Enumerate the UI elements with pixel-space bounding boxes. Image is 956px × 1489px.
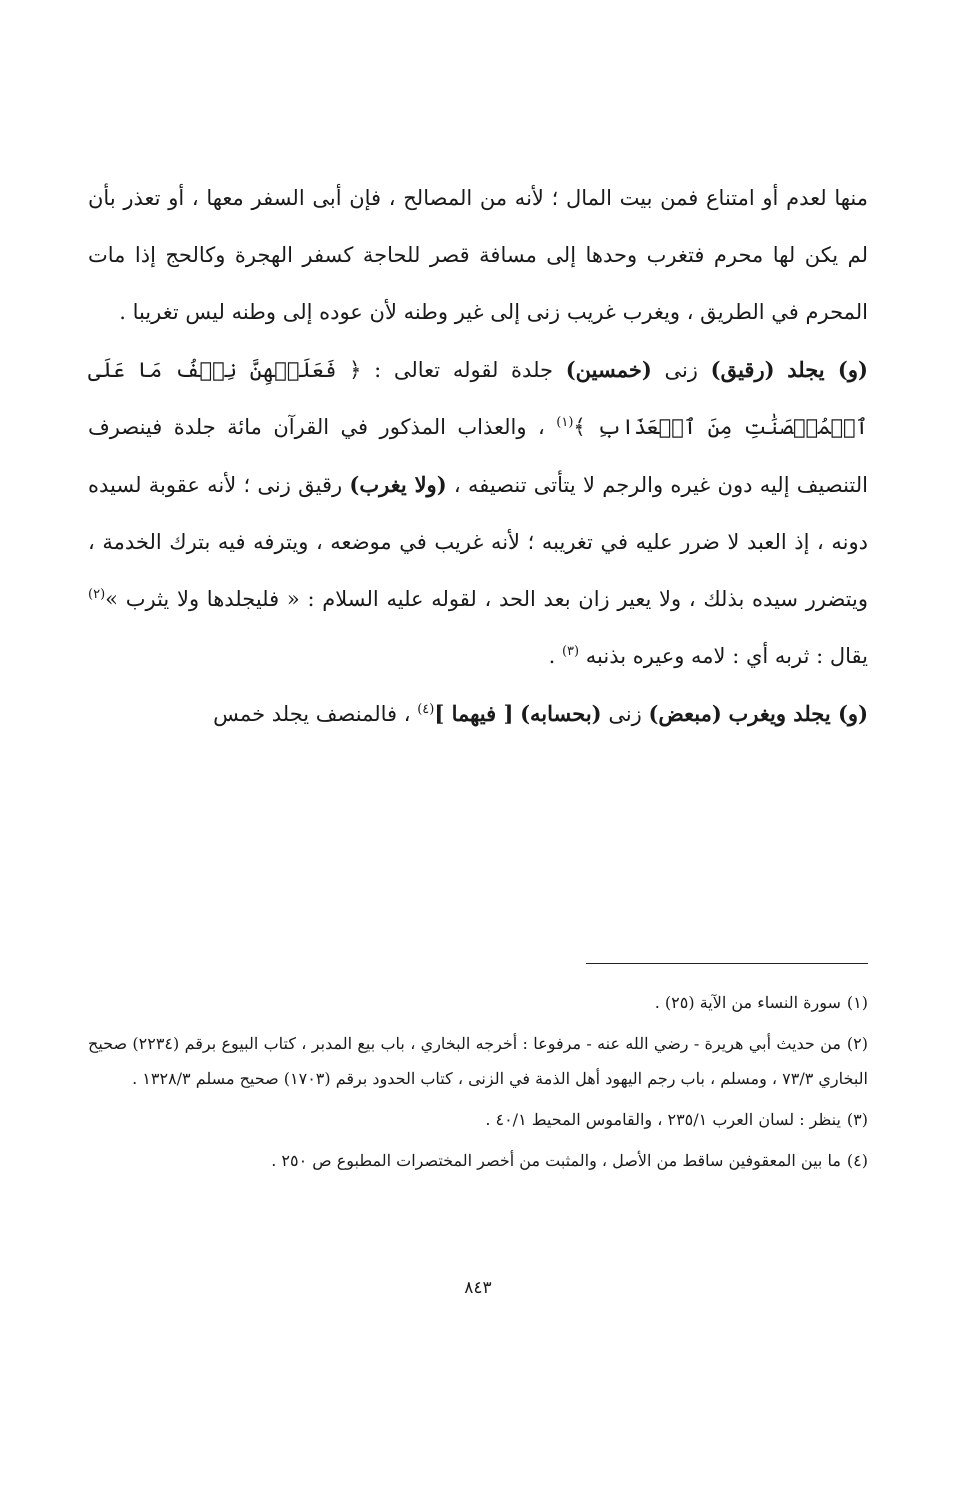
commentary-text: .: [548, 644, 556, 668]
matn-text: (مبعض): [648, 701, 722, 726]
footnote-text: سورة النساء من الآية (٢٥) .: [654, 993, 841, 1012]
quran-verse: ﴿ فَعَلَيۡهِنَّ نِصۡفُ مَا عَلَى ٱلۡمُحۡصَنَٰتِ مِنَ ٱلۡعَذَابِ ﴾: [88, 358, 868, 439]
footnote-text: من حديث أبي هريرة - رضي الله عنه - مرفوعا : أخرجه البخاري ، باب بيع المدبر ، كتاب البيوع برقم (٢٢٣٤) صحيح البخاري ٧٣/٣ ، ومسلم ، باب رجم اليهود أهل الذمة في الزنى ، كتاب الحدود برقم (١٧٠٣) صحيح مسلم ١٣٢٨/٣ .: [88, 1034, 868, 1088]
commentary-text: يقال : ثربه أي : لامه وعيره بذنبه: [585, 644, 868, 668]
commentary-text: زنى: [608, 702, 642, 726]
paragraph-2: [88, 341, 868, 685]
main-text: [88, 170, 868, 743]
footnote-ref: (١): [556, 415, 574, 430]
matn-text: (ولا يغرب): [349, 472, 447, 497]
footnote-ref: (٢): [88, 587, 106, 602]
footnote: [88, 1143, 868, 1178]
matn-text: (خمسين): [565, 357, 652, 382]
matn-text: (بحسابه): [520, 701, 602, 726]
paragraph-1: منها لعدم أو امتناع فمن بيت المال ؛ لأنه من المصالح ، فإن أبى السفر معها ، أو تعذر بأن لم يكن لها محرم فتغرب وحدها إلى مسافة قصر للحاجة كسفر الهجرة وكالحج إذا مات المحرم في الطريق ، ويغرب غريب زنى إلى غير وطنه لأن عوده إلى وطنه ليس تغريبا .: [88, 186, 868, 324]
footnote-text: ينظر : لسان العرب ٢٣٥/١ ، والقاموس المحيط ٤٠/١ .: [485, 1110, 841, 1129]
footnote: [88, 1102, 868, 1137]
footnote-ref: (٤): [417, 702, 435, 717]
footnotes: [88, 985, 868, 1184]
footnote-number: (٣): [846, 1110, 868, 1129]
matn-text: (و) يجلد: [787, 357, 868, 382]
commentary-text: جلدة لقوله تعالى :: [374, 358, 554, 382]
paragraph-3: [88, 685, 868, 743]
matn-text: (و) يجلد ويغرب: [728, 701, 868, 726]
footnote-ref: (٣): [561, 644, 580, 659]
footnote-text: ما بين المعقوفين ساقط من الأصل ، والمثبت من أخصر المختصرات المطبوع ص ٢٥٠ .: [271, 1151, 841, 1170]
commentary-text: رقيق زنى ؛ لأنه عقوبة لسيده دونه ، إذ العبد لا ضرر عليه في تغريبه ؛ لأنه غريب في موضعه ، ويترفه فيه بترك الخدمة ، ويتضرر سيده بذلك ، ولا يعير زان بعد الحد ، لقوله عليه السلام :: [88, 473, 868, 611]
footnote: [88, 1026, 868, 1096]
footnote: [88, 985, 868, 1020]
matn-text: (رقيق): [710, 357, 775, 382]
footnote-number: (١): [846, 993, 868, 1012]
footnote-number: (٢): [846, 1034, 868, 1053]
commentary-text: ، والعذاب المذكور في القرآن مائة جلدة فينصرف التنصيف إليه دون غيره والرجم لا يتأتى تنصيفه ،: [88, 415, 868, 497]
bracketed-text: [ فيهما ]: [434, 701, 514, 726]
page-number: ٨٤٣: [464, 1278, 492, 1298]
footnote-divider: [586, 963, 868, 964]
commentary-text: ، فالمنصف يجلد خمس: [213, 702, 411, 726]
hadith-quote: « فليجلدها ولا يثرب »: [105, 587, 300, 611]
commentary-text: زنى: [664, 358, 698, 382]
footnote-number: (٤): [846, 1151, 868, 1170]
